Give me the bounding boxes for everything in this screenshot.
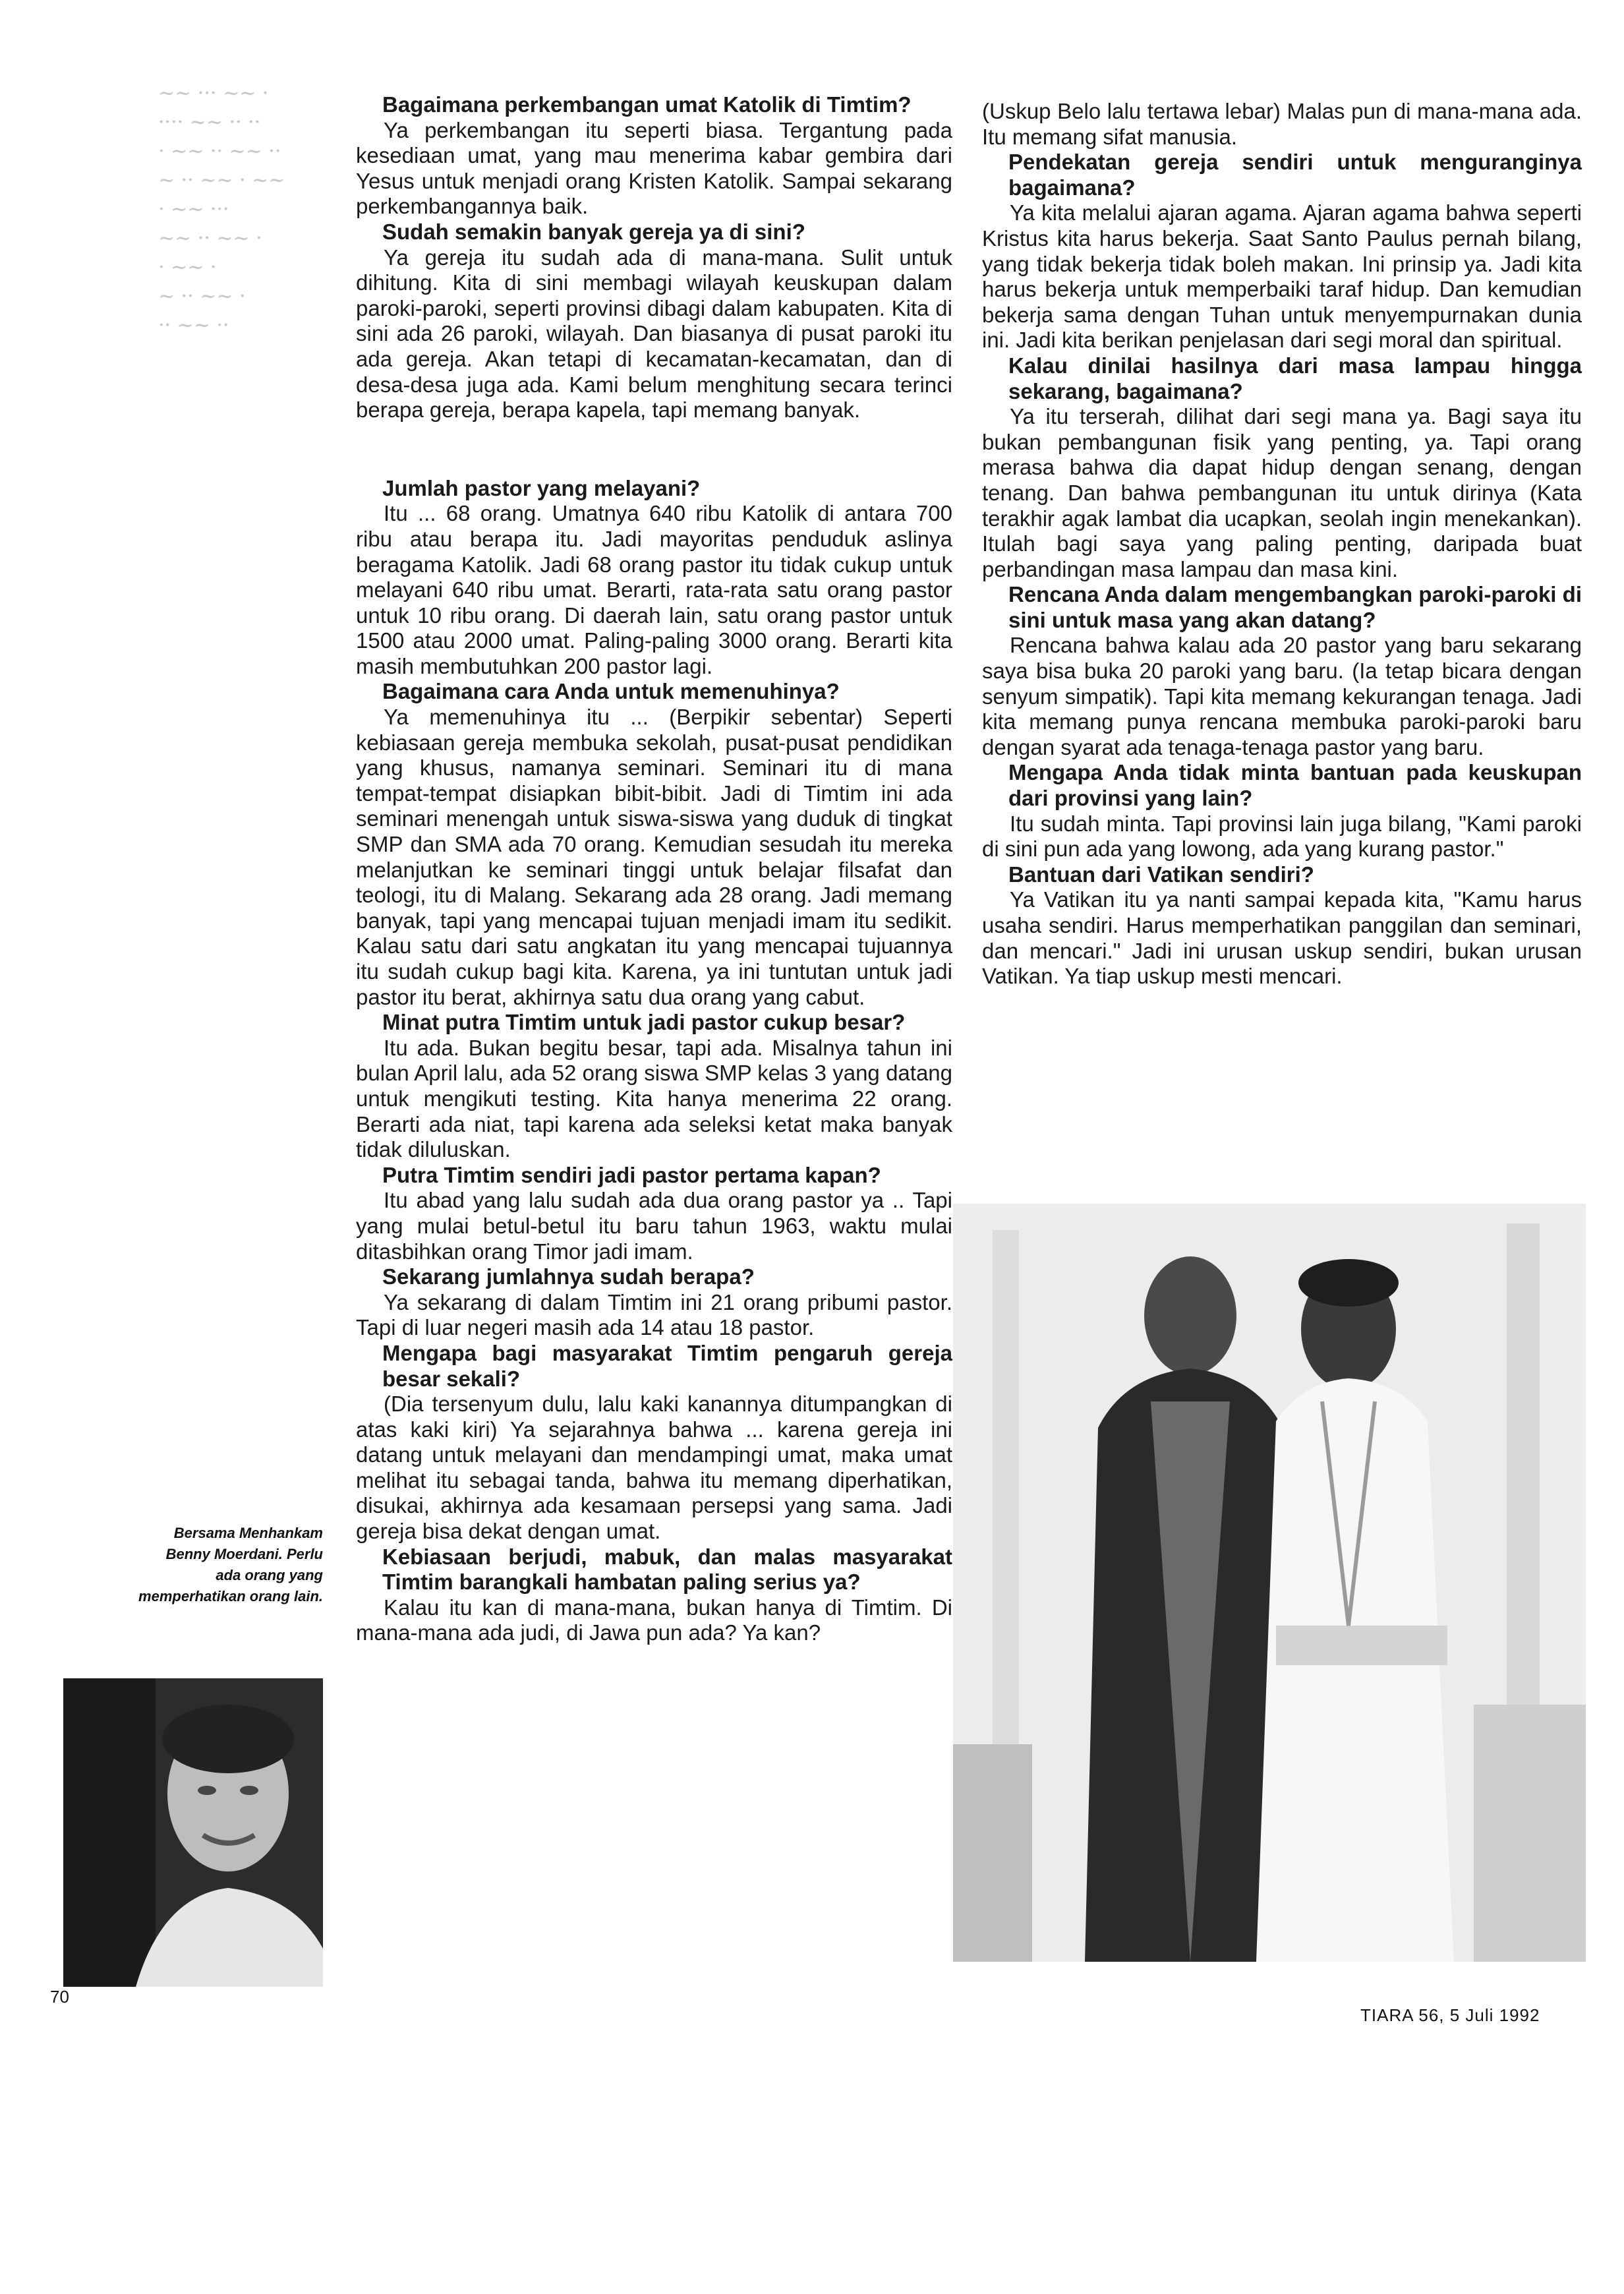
caption-line: memperhatikan orang lain. bbox=[138, 1588, 323, 1604]
answer: Itu ada. Bukan begitu besar, tapi ada. Misalnya tahun ini bulan April lalu, ada 52 orang siswa SMP kelas 3 yang datang untuk mengikuti testing. Kita hanya menerima 22 orang. Berarti ada niat, tapi karena ada seleksi ketat maka banyak tidak diluluskan. bbox=[356, 1035, 952, 1162]
answer: Kalau itu kan di mana-mana, bukan hanya di Timtim. Di mana-mana ada judi, di Jawa pun ada? Ya kan? bbox=[356, 1595, 952, 1645]
bishop-photo-illustration bbox=[953, 1204, 1586, 1962]
answer: Ya kita melalui ajaran agama. Ajaran agama bahwa seperti Kristus kita harus bekerja. Saat Santo Paulus pernah bilang, yang tidak bekerja tidak boleh makan. Ini prinsip ya. Jadi kita harus bekerja untuk memperbaiki taraf hidup. Dan kemudian bekerja sama dengan Tuhan untuk menyempurnakan dunia ini. Jadi kita berikan penjelasan dari segi moral dan spiritual. bbox=[982, 200, 1582, 353]
answer: Ya Vatikan itu ya nanti sampai kepada kita, "Kamu harus usaha sendiri. Harus memperhatikan panggilan dan seminari, dan mencari." Jadi ini urusan uskup sendiri, bukan urusan Vatikan. Ya tiap uskup mesti mencari. bbox=[982, 887, 1582, 989]
answer: (Dia tersenyum dulu, lalu kaki kanannya ditumpangkan di atas kaki kiri) Ya sejarahnya bahwa ... karena gereja ini datang untuk melayani dan mendampingi umat, maka umat melihat itu sebagai tanda, bahwa itu memang diperhatikan, disukai, akhirnya ada kesamaan persepsi yang sama. Jadi gereja bisa dekat dengan umat. bbox=[356, 1392, 952, 1544]
answer: Ya itu terserah, dilihat dari segi mana ya. Bagi saya itu bukan pembangunan fisik yang penting, ya. Tapi orang merasa bahwa dia dapat hidup dengan senang, dengan tenang. Dan bahwa pembangunan itu untuk dirinya (Kata terakhir agak lambat dia ucapkan, seolah ingin menekankan). Itulah bagi saya yang paling penting, daripada buat perbandingan masa lampau dan masa kini. bbox=[982, 404, 1582, 581]
caption-line: Benny Moerdani. Perlu bbox=[165, 1546, 323, 1562]
question: Putra Timtim sendiri jadi pastor pertama kapan? bbox=[382, 1162, 881, 1187]
answer: Ya gereja itu sudah ada di mana-mana. Sulit untuk dihitung. Kita di sini membagi wilayah keuskupan dalam paroki-paroki, seperti provinsi dibagi dalam kabupaten. Kita di sini ada 26 paroki, wilayah. Dan biasanya di pusat paroki itu ada gereja. Akan tetapi di kecamatan-kecamatan, dan di desa-desa juga ada. Kami belum menghitung secara terinci berapa gereja, berapa kapela, tapi memang banyak. bbox=[356, 245, 952, 423]
question: Mengapa bagi masyarakat Timtim pengaruh gereja besar sekali? bbox=[382, 1340, 952, 1391]
question: Sekarang jumlahnya sudah berapa? bbox=[382, 1264, 755, 1289]
question: Kalau dinilai hasilnya dari masa lampau hingga sekarang, bagaimana? bbox=[1008, 353, 1582, 403]
question: Bagaimana cara Anda untuk memenuhinya? bbox=[382, 679, 840, 704]
caption-line: Bersama Menhankam bbox=[173, 1525, 323, 1541]
question: Bantuan dari Vatikan sendiri? bbox=[1008, 862, 1314, 887]
ghost-line: ···· ~~ ·· ·· bbox=[158, 111, 261, 134]
question: Sudah semakin banyak gereja ya di sini? bbox=[382, 219, 805, 244]
answer: Itu abad yang lalu sudah ada dua orang pastor ya .. Tapi yang mulai betul-betul itu baru tahun 1963, waktu mulai ditasbihkan orang Timor jadi imam. bbox=[356, 1188, 952, 1264]
ghost-line: · ~~ ·· ~~ ·· bbox=[158, 140, 281, 163]
issue-footer: TIARA 56, 5 Juli 1992 bbox=[1360, 2005, 1540, 2025]
ghost-line: · ~~ · bbox=[158, 256, 217, 279]
question: Pendekatan gereja sendiri untuk menguranginya bagaimana? bbox=[1008, 150, 1582, 200]
photo-caption bbox=[112, 1523, 323, 1607]
portrait-photo bbox=[63, 1678, 323, 1987]
ghost-line: ~ ·· ~~ · bbox=[158, 285, 246, 308]
ghost-line: ~~ ··· ~~ · bbox=[158, 82, 269, 105]
ghost-line: ~~ ·· ~~ · bbox=[158, 227, 262, 250]
page-number: 70 bbox=[50, 1987, 69, 2007]
middle-column bbox=[356, 92, 952, 1646]
answer: Itu sudah minta. Tapi provinsi lain juga bilang, "Kami paroki di sini pun ada yang lowong, ada yang kurang pastor." bbox=[982, 811, 1582, 862]
answer: Ya perkembangan itu seperti biasa. Tergantung pada kesediaan umat, yang mau menerima kabar gembira dari Yesus untuk menjadi orang Kristen Katolik. Sampai sekarang perkembangannya baik. bbox=[356, 117, 952, 219]
portrait-illustration bbox=[63, 1678, 323, 1987]
right-column bbox=[982, 99, 1582, 989]
question: Mengapa Anda tidak minta bantuan pada keuskupan dari provinsi yang lain? bbox=[1008, 760, 1582, 811]
answer: (Uskup Belo lalu tertawa lebar) Malas pun di mana-mana ada. Itu memang sifat manusia. bbox=[982, 99, 1582, 149]
ghost-line: ~ ·· ~~ · ~~ bbox=[158, 169, 285, 192]
question: Minat putra Timtim untuk jadi pastor cukup besar? bbox=[382, 1010, 906, 1035]
ghost-line: · ~~ ··· bbox=[158, 198, 229, 221]
answer: Rencana bahwa kalau ada 20 pastor yang baru sekarang saya bisa buka 20 paroki yang baru. (Ia tetap bicara dengan senyum simpatik). Tapi kita memang kekurangan tenaga. Jadi kita memang punya rencana membuka paroki-paroki baru dengan syarat ada tenaga-tenaga pastor yang baru. bbox=[982, 633, 1582, 759]
bleed-through-text bbox=[158, 79, 356, 340]
question: Kebiasaan berjudi, mabuk, dan malas masyarakat Timtim barangkali hambatan paling serius ya? bbox=[382, 1544, 952, 1595]
question: Jumlah pastor yang melayani? bbox=[382, 475, 701, 500]
ghost-line: ·· ~~ ·· bbox=[158, 314, 229, 337]
spacer bbox=[356, 423, 952, 476]
answer: Itu ... 68 orang. Umatnya 640 ribu Katolik di antara 700 ribu atau berapa itu. Jadi mayoritas penduduk aslinya beragama Katolik. Jadi 68 orang pastor itu tidak cukup untuk melayani 640 ribu umat. Berarti, rata-rata satu orang pastor untuk 10 ribu orang. Di daerah lain, satu orang pastor untuk 1500 atau 2000 umat. Paling-paling 3000 orang. Berarti kita masih membutuhkan 200 pastor lagi. bbox=[356, 501, 952, 678]
caption-line: ada orang yang bbox=[216, 1567, 323, 1583]
question: Bagaimana perkembangan umat Katolik di Timtim? bbox=[382, 92, 912, 117]
bishop-photo bbox=[953, 1204, 1586, 1962]
question: Rencana Anda dalam mengembangkan paroki-paroki di sini untuk masa yang akan datang? bbox=[1008, 582, 1582, 632]
answer: Ya sekarang di dalam Timtim ini 21 orang pribumi pastor. Tapi di luar negeri masih ada 14 atau 18 pastor. bbox=[356, 1289, 952, 1340]
answer: Ya memenuhinya itu ... (Berpikir sebentar) Seperti kebiasaan gereja membuka sekolah, pusat-pusat pendidikan yang khusus, namanya seminari. Seminari itu di mana tempat-tempat disiapkan bibit-bibit. Jadi di Timtim ini ada seminari menengah untuk siswa-siswa yang duduk di tingkat SMP dan SMA ada 70 orang. Kemudian sesudah itu mereka melanjutkan ke seminari tinggi untuk belajar filsafat dan teologi, itu di Malang. Sekarang ada 28 orang. Jadi memang banyak, tapi yang mencapai tujuan menjadi imam itu sedikit. Kalau satu dari satu angkatan itu yang mencapai tujuannya itu sudah cukup bagi kita. Karena, ya ini tuntutan untuk jadi pastor itu berat, akhirnya satu dua orang yang cabut. bbox=[356, 705, 952, 1009]
